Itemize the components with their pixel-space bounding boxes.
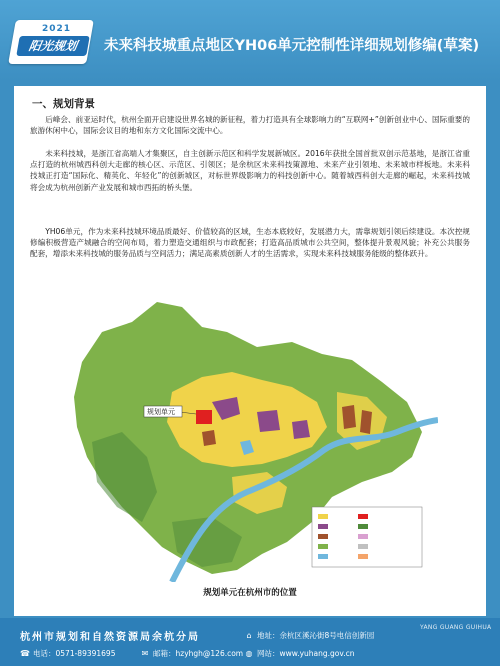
location-map — [62, 292, 438, 582]
globe-icon: ◍ — [245, 649, 253, 658]
yangguang-logo — [12, 20, 94, 70]
unit-label: 规划单元 — [147, 408, 175, 416]
address-value: 余杭区溪沁街8号电信创新园 — [279, 631, 375, 640]
tel-label: 电话： — [33, 649, 56, 658]
location-icon: ⌂ — [246, 631, 252, 640]
footer-email — [140, 648, 243, 659]
logo-year: 2021 — [42, 24, 72, 34]
footer-org: 杭州市规划和自然资源局余杭分局 — [20, 632, 200, 643]
paragraph-3: YH06单元，作为未来科技城环境品质最好、价值较高的区域，生态本底较好，发展潜力大，需靠规划引领后续建设。本次控规修编积极营造产城融合的空间布局，着力塑造交通组织与市政配套；打造高品质城市公共空间，整体提升景观风貌；补充公共服务配套，增添未来科技城的服务品质与空间活力；满足高素质创新人才的生活需求，实现未来科技城服务能级的整体跃升。 — [30, 227, 470, 259]
footer — [0, 618, 500, 666]
footer-address — [244, 630, 374, 641]
phone-icon: ☎ — [20, 649, 30, 658]
footer-tel — [20, 648, 115, 659]
email-label: 邮箱： — [153, 649, 176, 658]
header-banner — [0, 0, 500, 80]
web-label: 网站： — [257, 649, 280, 658]
page-title: 未来科技城重点地区YH06单元控制性详细规划修编(草案) — [104, 38, 480, 54]
map-legend — [312, 507, 422, 567]
email-value[interactable]: hzyhgh@126.com — [175, 649, 244, 658]
web-value[interactable]: www.yuhang.gov.cn — [279, 649, 355, 658]
map-caption: 规划单元在杭州市的位置 — [203, 588, 297, 598]
address-label: 地址： — [257, 631, 280, 640]
paragraph-1: 后峰会、前亚运时代，杭州全面开启建设世界名城的新征程，着力打造具有全球影响力的“互联网+”创新创业中心、国际重要的旅游休闲中心，国际会议目的地和东方文化国际交流中心。 — [30, 115, 470, 136]
content-panel — [14, 86, 486, 616]
footer-brand-en: YANG GUANG GUIHUA — [420, 624, 492, 631]
paragraph-2: 未来科技城，是浙江省高端人才集聚区，自主创新示范区和科学发展新城区。2016年获批全国首批双创示范基地，是浙江省重点打造的杭州城西科创大走廊的核心区、示范区、引领区；是余杭区未来科技策源地、未来产业引领地、未来城市样板地。未来科技城正打造“国际化、精英化、年轻化”的创新城区，对标世界级影响力的科技创新中心。随着城西科创大走廊的崛起，未来科技城将会成为杭州创新产业发展和城市西拓的桥头堡。 — [30, 149, 470, 192]
section-title: 一、规划背景 — [32, 98, 95, 110]
footer-web — [244, 648, 355, 659]
tel-value: 0571-89391695 — [55, 649, 116, 658]
logo-brand: 阳光规划 — [16, 36, 90, 56]
mail-icon: ✉ — [141, 649, 149, 658]
planning-unit-marker — [196, 410, 212, 424]
